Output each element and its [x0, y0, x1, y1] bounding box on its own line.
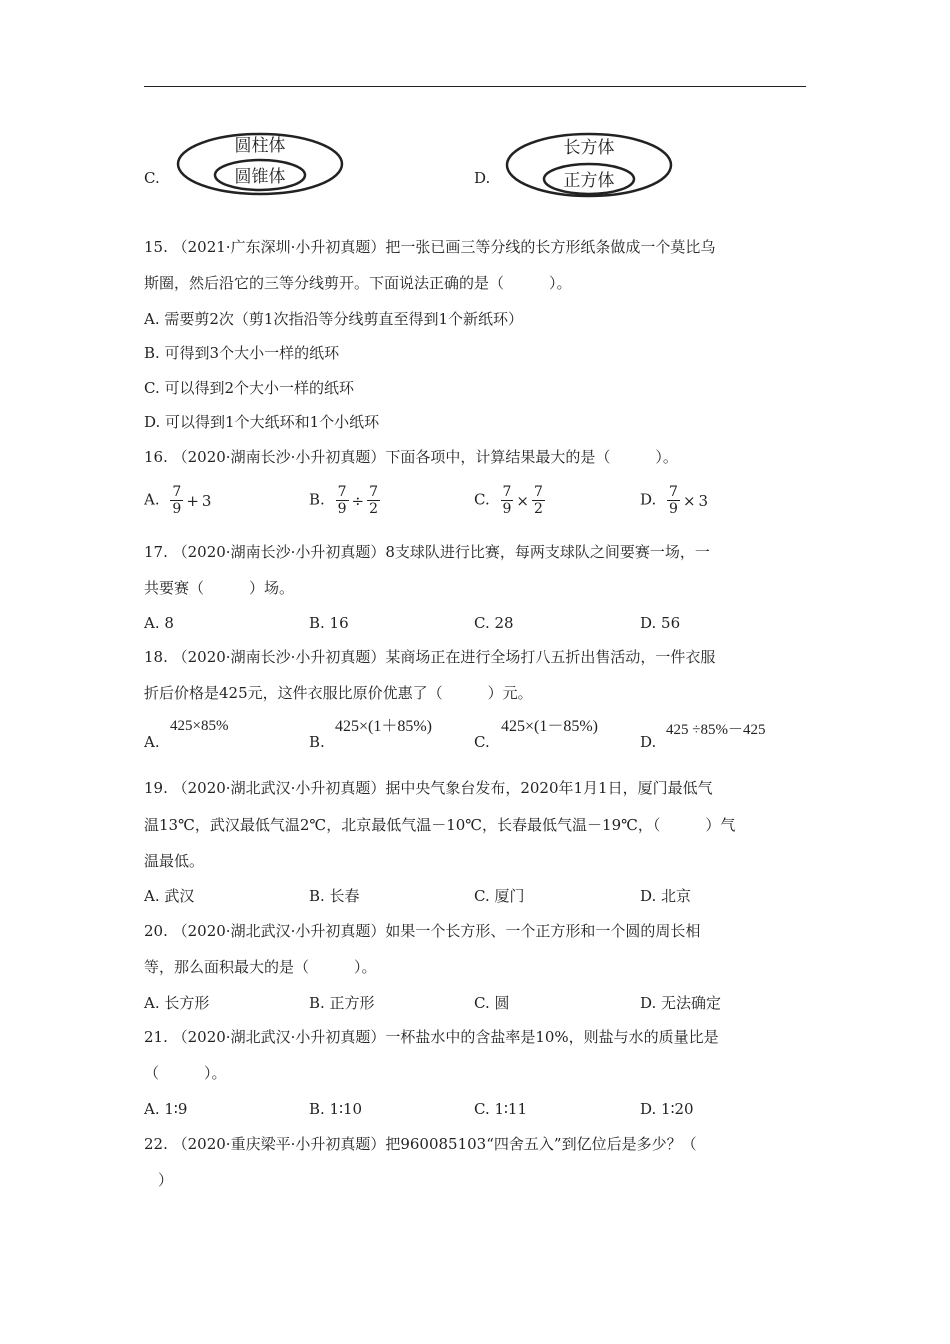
q16-option-a: A. $\frac{7}{9}$ + 3	[144, 484, 212, 517]
q15-line1: 15. （2021·广东深圳·小升初真题）把一张已画三等分线的长方形纸条做成一个莫比乌	[144, 238, 716, 256]
q16-line1: 16. （2020·湖南长沙·小升初真题）下面各项中，计算结果最大的是（ ）。	[144, 448, 678, 466]
venn-diagram-cylinder-cone	[176, 132, 344, 196]
q15-option-d: D. 可以得到1个大纸环和1个小纸环	[144, 413, 380, 431]
q15-line2: 斯圈，然后沿它的三等分线剪开。下面说法正确的是（ ）。	[144, 274, 572, 292]
q19-line1: 19. （2020·湖北武汉·小升初真题）据中央气象台发布，2020年1月1日，厦门最低气	[144, 779, 713, 797]
q20-line1: 20. （2020·湖北武汉·小升初真题）如果一个长方形、一个正方形和一个圆的周长相	[144, 922, 701, 940]
outer-label: 长方体	[563, 138, 615, 158]
option-d-label: D.	[474, 169, 491, 187]
fraction: $\frac{7}{9}$	[172, 484, 182, 517]
q18-option-a-expr: 425×85%	[170, 718, 229, 734]
q18-option-a-label: A.	[144, 733, 160, 751]
q18-option-d-expr: 425 ÷85%－425	[666, 722, 766, 738]
q20-option-d: D. 无法确定	[640, 994, 722, 1012]
q21-line2: （ ）。	[144, 1064, 227, 1082]
q15-option-c: C. 可以得到2个大小一样的纸环	[144, 379, 355, 397]
q18-option-c-label: C.	[474, 733, 490, 751]
q17-option-b: B. 16	[309, 614, 349, 632]
q20-option-a: A. 长方形	[144, 994, 210, 1012]
outer-label: 圆柱体	[234, 136, 286, 156]
header-rule	[144, 86, 806, 87]
q18-line2: 折后价格是425元，这件衣服比原价优惠了（ ）元。	[144, 684, 533, 702]
q19-option-d: D. 北京	[640, 887, 692, 905]
q21-option-b: B. 1∶10	[309, 1100, 363, 1118]
q18-option-b-label: B.	[309, 733, 325, 751]
q17-option-c: C. 28	[474, 614, 514, 632]
fraction: $\frac{7}{9}$	[502, 484, 512, 517]
inner-label: 圆锥体	[234, 167, 286, 187]
q17-option-a: A. 8	[144, 614, 174, 632]
q18-option-d-label: D.	[640, 733, 657, 751]
q18-line1: 18. （2020·湖南长沙·小升初真题）某商场正在进行全场打八五折出售活动，一件衣服	[144, 648, 716, 666]
q22-line2: ）	[158, 1171, 174, 1189]
fraction: $\frac{7}{2}$	[369, 484, 378, 517]
q19-line2: 温13℃，武汉最低气温2℃，北京最低气温－10℃，长春最低气温－19℃，（ ）气	[144, 816, 736, 834]
q19-line3: 温最低。	[144, 852, 205, 870]
q19-option-b: B. 长春	[309, 887, 360, 905]
q17-option-d: D. 56	[640, 614, 681, 632]
q22-line1: 22. （2020·重庆梁平·小升初真题）把960085103“四舍五入”到亿位后是多少？（	[144, 1135, 697, 1153]
fraction: $\frac{7}{9}$	[337, 484, 347, 517]
q16-option-b: B. $\frac{7}{9}$ ÷ $\frac{7}{2}$	[309, 484, 378, 517]
venn-diagram-cuboid-cube	[505, 131, 673, 199]
fraction: $\frac{7}{2}$	[534, 484, 543, 517]
q21-option-c: C. 1∶11	[474, 1100, 528, 1118]
q19-option-a: A. 武汉	[144, 887, 195, 905]
q16-option-d: D. $\frac{7}{9}$ × 3	[640, 484, 709, 517]
option-c-label: C.	[144, 169, 160, 187]
q18-option-c-expr: 425×(1－85%)	[501, 718, 599, 735]
fraction: $\frac{7}{9}$	[669, 484, 678, 517]
q20-line2: 等，那么面积最大的是（ ）。	[144, 958, 377, 976]
q21-option-d: D. 1∶20	[640, 1100, 694, 1118]
q20-option-b: B. 正方形	[309, 994, 375, 1012]
q19-option-c: C. 厦门	[474, 887, 525, 905]
q21-option-a: A. 1∶9	[144, 1100, 188, 1118]
q20-option-c: C. 圆	[474, 994, 510, 1012]
q17-line1: 17. （2020·湖南长沙·小升初真题）8支球队进行比赛，每两支球队之间要赛一场，一	[144, 543, 710, 561]
q18-option-b-expr: 425×(1＋85%)	[335, 718, 433, 735]
q21-line1: 21. （2020·湖北武汉·小升初真题）一杯盐水中的含盐率是10%，则盐与水的质量比是	[144, 1028, 719, 1046]
q17-line2: 共要赛（ ）场。	[144, 579, 295, 597]
q15-option-b: B. 可得到3个大小一样的纸环	[144, 344, 340, 362]
inner-label: 正方体	[563, 171, 615, 191]
q15-option-a: A. 需要剪2次（剪1次指沿等分线剪直至得到1个新纸环）	[144, 310, 524, 328]
q16-option-c: C. $\frac{7}{9}$ × $\frac{7}{2}$	[474, 484, 543, 517]
